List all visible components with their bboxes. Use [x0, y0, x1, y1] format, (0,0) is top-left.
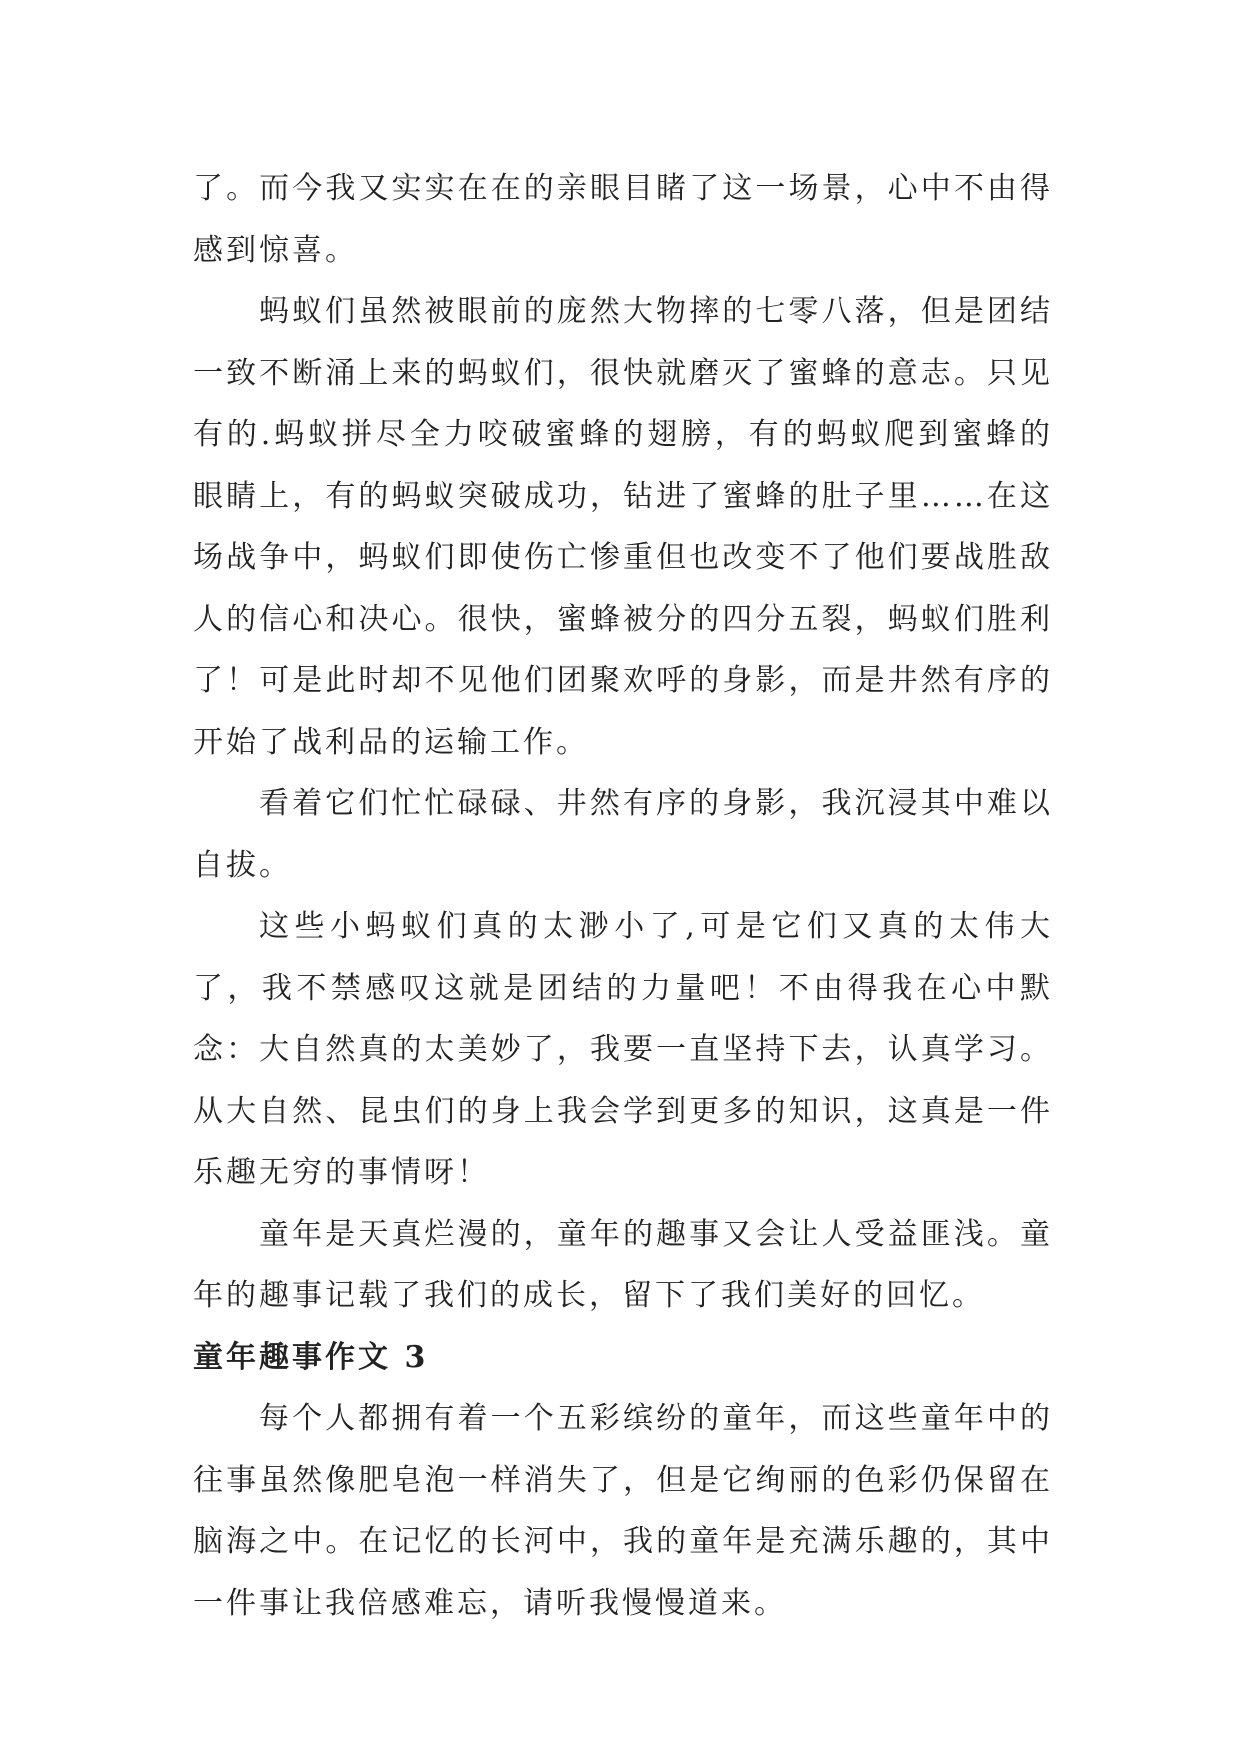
- paragraph-essay-intro: 每个人都拥有着一个五彩缤纷的童年，而这些童年中的往事虽然像肥皂泡一样消失了，但是它绚丽的色彩仍保留在脑海之中。在记忆的长河中，我的童年是充满乐趣的，其中一件事让我倍感难忘，请听我慢慢道来。: [193, 1401, 1053, 1621]
- essay-heading: 童年趣事作文 3: [193, 1339, 429, 1375]
- document-body: [193, 158, 1053, 1634]
- paragraph-immersed: 看着它们忙忙碌碌、井然有序的身影，我沉浸其中难以自拔。: [193, 786, 1053, 883]
- paragraph-continuation: 了。而今我又实实在在的亲眼目睹了这一场景，心中不由得感到惊喜。: [193, 171, 1053, 268]
- paragraph-childhood-summary: 童年是天真烂漫的，童年的趣事又会让人受益匪浅。童年的趣事记载了我们的成长，留下了我们美好的回忆。: [193, 1216, 1053, 1313]
- paragraph-unity: 这些小蚂蚁们真的太渺小了,可是它们又真的太伟大了，我不禁感叹这就是团结的力量吧！不由得我在心中默念：大自然真的太美妙了，我要一直坚持下去，认真学习。从大自然、昆虫们的身上我会学到更多的知识，这真是一件乐趣无穷的事情呀！: [193, 909, 1053, 1190]
- paragraph-ant-battle: 蚂蚁们虽然被眼前的庞然大物摔的七零八落，但是团结一致不断涌上来的蚂蚁们，很快就磨灭了蜜蜂的意志。只见有的.蚂蚁拼尽全力咬破蜜蜂的翅膀，有的蚂蚁爬到蜜蜂的眼睛上，有的蚂蚁突破成功，钻进了蜜蜂的肚子里……在这场战争中，蚂蚁们即使伤亡惨重但也改变不了他们要战胜敌人的信心和决心。很快，蜜蜂被分的四分五裂，蚂蚁们胜利了！可是此时却不见他们团聚欢呼的身影，而是井然有序的开始了战利品的运输工作。: [193, 294, 1053, 760]
